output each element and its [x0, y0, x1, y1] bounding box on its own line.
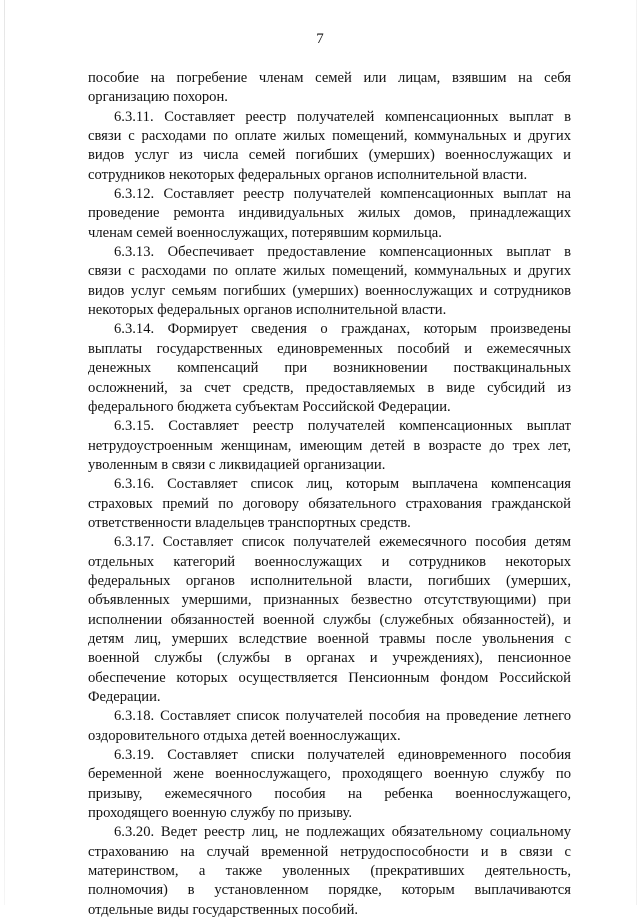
text-line: осложнений, за счет средств, предоставляемых в виде субсидий из: [88, 379, 571, 396]
text-line: федерального бюджета субъектам Российской Федерации.: [88, 398, 451, 415]
paragraph-6-3-13: [88, 243, 571, 320]
text-line: Федерации.: [88, 689, 161, 705]
text-line: отдельные виды государственных пособий.: [88, 901, 359, 918]
page-number: 7: [316, 31, 324, 47]
paragraph-6-3-15: [88, 417, 571, 475]
text-line: видов услуг семьям погибших (умерших) военнослужащих и сотрудников: [88, 282, 571, 299]
text-line: выплаты государственных единовременных пособий и ежемесячных: [88, 340, 571, 357]
text-line: оздоровительного отдыха детей военнослужащих.: [88, 727, 401, 744]
text-line: видов услуг из числа семей погибших (умерших) военнослужащих и: [88, 147, 571, 164]
paragraph-6-3-18: [88, 707, 571, 746]
text-line: федеральных органов исполнительной власти, погибших (умерших,: [88, 572, 571, 589]
text-line: организацию похорон.: [88, 89, 228, 106]
paragraph-6-3-14: [88, 320, 571, 417]
scan-edge-right: [636, 0, 637, 905]
text-line: страхованию на случай временной нетрудоспособности и в связи с: [88, 843, 571, 860]
text-line: проходящего военную службу по призыву.: [88, 805, 352, 822]
text-line: беременной жене военнослужащего, проходящего военную службу по: [88, 766, 571, 783]
paragraph-6-3-11: [88, 108, 571, 185]
text-line: детям лиц, умерших вследствие военной травмы после увольнения с: [88, 630, 571, 647]
text-line: 6.3.16. Составляет список лиц, которым выплачена компенсация: [114, 476, 571, 493]
paragraph-6-3-19: [88, 746, 571, 823]
text-line: 6.3.19. Составляет списки получателей единовременного пособия: [114, 747, 571, 764]
text-line: призыву, ежемесячного пособия на ребенка военнослужащего,: [88, 785, 571, 802]
text-line: связи с расходами по оплате жилых помещений, коммунальных и других: [88, 128, 571, 145]
text-line: 6.3.11. Составляет реестр получателей компенсационных выплат в: [114, 108, 571, 125]
text-line: проведение ремонта индивидуальных жилых домов, принадлежащих: [88, 205, 571, 222]
text-line: обеспечение которых осуществляется Пенсионным фондом Российской: [88, 669, 571, 686]
text-line: 6.3.20. Ведет реестр лиц, не подлежащих обязательному социальному: [114, 824, 571, 841]
text-line: сотрудников некоторых федеральных органов исполнительной власти.: [88, 166, 528, 183]
paragraph-6-3-17: [88, 533, 571, 707]
text-line: уволенным в связи с ликвидацией организации.: [88, 456, 386, 473]
text-line: материнством, а также уволенных (прекративших деятельность,: [88, 863, 571, 880]
text-line: денежных компенсаций при возникновении поствакцинальных: [88, 360, 571, 377]
text-line: связи с расходами по оплате жилых помещений, коммунальных и других: [88, 263, 571, 280]
text-line: полномочия) в установленном порядке, которым выплачиваются: [88, 882, 571, 899]
paragraph-6-3-16: [88, 475, 571, 533]
paragraph-6-3-12: [88, 185, 571, 243]
text-line: военной службы (службы в органах и учреждениях), пенсионное: [88, 650, 571, 667]
text-line: 6.3.13. Обеспечивает предоставление компенсационных выплат в: [114, 244, 571, 261]
paragraph-6-3-20: [88, 823, 571, 920]
text-line: членам семей военнослужащих, потерявшим кормильца.: [88, 224, 442, 241]
text-line: отдельных категорий военнослужащих и сотрудников некоторых: [88, 553, 571, 570]
scan-edge-left: [4, 0, 5, 905]
text-line: некоторых федеральных органов исполнительной власти.: [88, 302, 447, 319]
text-line: пособие на погребение членам семей или лицам, взявшим на себя: [88, 70, 571, 86]
document-body: [88, 69, 571, 920]
text-line: 6.3.17. Составляет список получателей ежемесячного пособия детям: [114, 534, 571, 551]
text-line: объявленных умершими, признанных безвестно отсутствующими) при: [88, 592, 571, 609]
paragraph-continuation: [88, 69, 571, 108]
text-line: ответственности владельцев транспортных средств.: [88, 514, 411, 531]
text-line: 6.3.14. Формирует сведения о гражданах, которым произведены: [114, 321, 571, 338]
text-line: 6.3.15. Составляет реестр получателей компенсационных выплат: [114, 418, 571, 435]
text-line: нетрудоустроенным женщинам, имеющим детей в возрасте до трех лет,: [88, 437, 571, 454]
text-line: 6.3.18. Составляет список получателей пособия на проведение летнего: [114, 708, 571, 725]
text-line: 6.3.12. Составляет реестр получателей компенсационных выплат на: [114, 186, 571, 203]
text-line: страховых премий по договору обязательного страхования гражданской: [88, 495, 571, 512]
text-line: исполнении обязанностей военной службы (служебных обязанностей), и: [88, 611, 571, 628]
